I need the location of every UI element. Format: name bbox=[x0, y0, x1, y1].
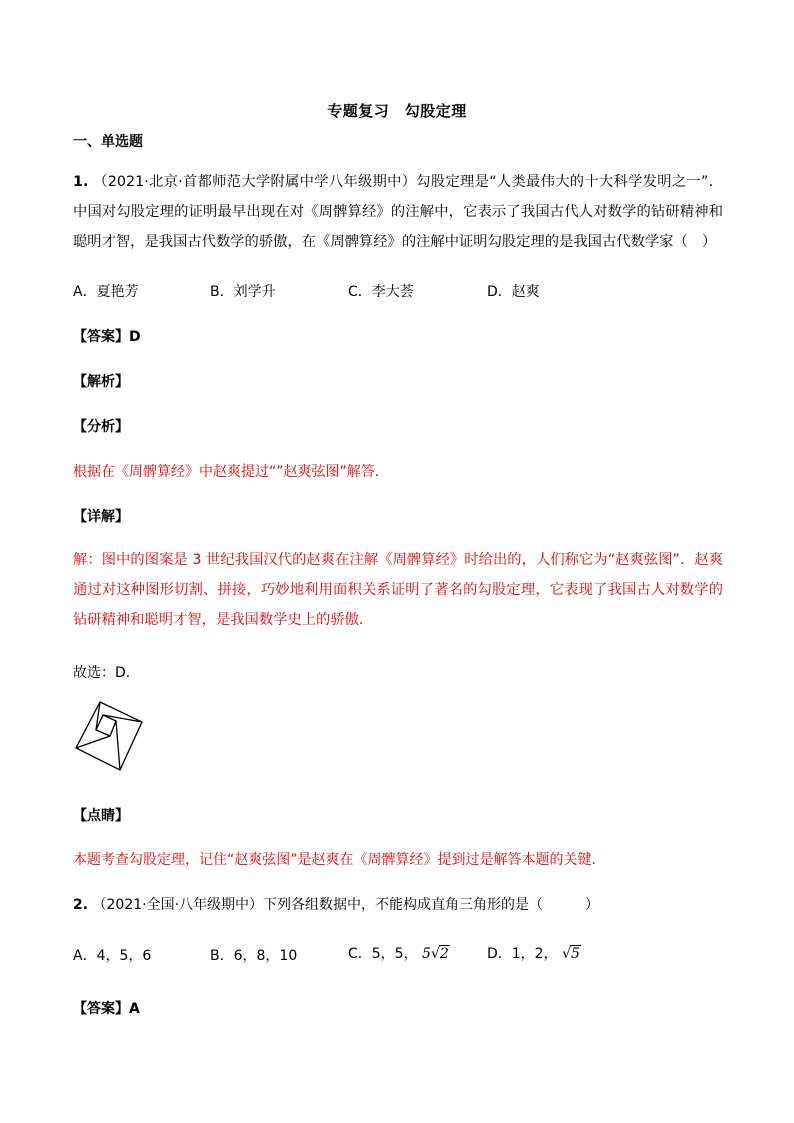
coefficient: 5 bbox=[422, 946, 431, 962]
q2-option-c bbox=[348, 943, 450, 963]
question-number: 1. bbox=[73, 174, 89, 190]
answer-value: D bbox=[129, 329, 141, 345]
triangle-edge bbox=[116, 721, 120, 770]
fenxi-text: 根据在《周髀算经》中赵爽提过“”赵爽弦图”解答． bbox=[73, 464, 389, 480]
radicand: 5 bbox=[570, 946, 580, 962]
analysis-label: 【解析】 bbox=[73, 374, 129, 390]
radical-sign-icon: √ bbox=[562, 946, 571, 962]
option-d: D．赵爽 bbox=[487, 284, 540, 300]
q2-option-b: B．6，8，10 bbox=[210, 948, 298, 964]
fenxi-label: 【分析】 bbox=[73, 419, 129, 435]
q2-option-d bbox=[487, 943, 581, 963]
radical-sign-icon: √ bbox=[430, 946, 440, 962]
question-2-text bbox=[73, 894, 599, 914]
option-c: C．李大荟 bbox=[348, 284, 414, 300]
comment-text: 本题考查勾股定理，记住“赵爽弦图”是赵爽在《周髀算经》提到过是解答本题的关键． bbox=[73, 852, 606, 868]
q2-answer-line bbox=[73, 998, 140, 1018]
answer-line bbox=[73, 326, 141, 346]
detail-text: 解：图中的图案是 3 世纪我国汉代的赵爽在注解《周髀算经》时给出的，人们称它为“赵爽弦图”．赵爽通过对这种图形切割、拼接，巧妙地利用面积关系证明了著名的勾股定理，它表现了我国古人对数学的钻研精神和聪明才智，是我国数学史上的骄傲． bbox=[73, 552, 723, 628]
answer-label: 【答案】 bbox=[73, 329, 129, 345]
question-1-text bbox=[73, 167, 723, 257]
detail-label: 【详解】 bbox=[73, 509, 129, 525]
option-b: B．刘学升 bbox=[210, 284, 276, 300]
sqrt-expression bbox=[562, 945, 581, 962]
q2-option-d-prefix: D．1，2， bbox=[487, 946, 558, 962]
q2-option-c-prefix: C．5，5， bbox=[348, 946, 418, 962]
comment-label: 【点睛】 bbox=[73, 808, 129, 824]
answer-label: 【答案】 bbox=[73, 1001, 129, 1017]
question-source: （2021·北京·首都师范大学附属中学八年级期中） bbox=[93, 174, 417, 190]
choice-line: 故选：D． bbox=[73, 665, 140, 681]
option-a: A．夏艳芳 bbox=[73, 284, 139, 300]
page-title: 专题复习 勾股定理 bbox=[327, 102, 467, 120]
q2-option-a: A．4，5，6 bbox=[73, 948, 152, 964]
section-heading: 一、单选题 bbox=[73, 134, 143, 150]
radicand: 2 bbox=[439, 946, 449, 962]
answer-value: A bbox=[129, 1001, 140, 1017]
question-body: 勾股定理是“人类最伟大的十大科学发明之一”．中国对勾股定理的证明最早出现在对《周髀算经》的注解中，它表示了我国古代人对数学的钻研精神和聪明才智，是我国古代数学的骄傲，在《周髀算经》的注解中证明勾股定理的是我国古代数学家（ ） bbox=[73, 174, 723, 250]
sqrt-expression bbox=[422, 945, 450, 962]
question-body: 下列各组数据中，不能构成直角三角形的是（ ） bbox=[263, 897, 600, 913]
zhao-shuang-diagram-icon bbox=[72, 700, 146, 774]
question-number: 2. bbox=[73, 897, 89, 913]
question-source: （2021·全国·八年级期中） bbox=[92, 897, 264, 913]
inner-square bbox=[96, 715, 116, 736]
